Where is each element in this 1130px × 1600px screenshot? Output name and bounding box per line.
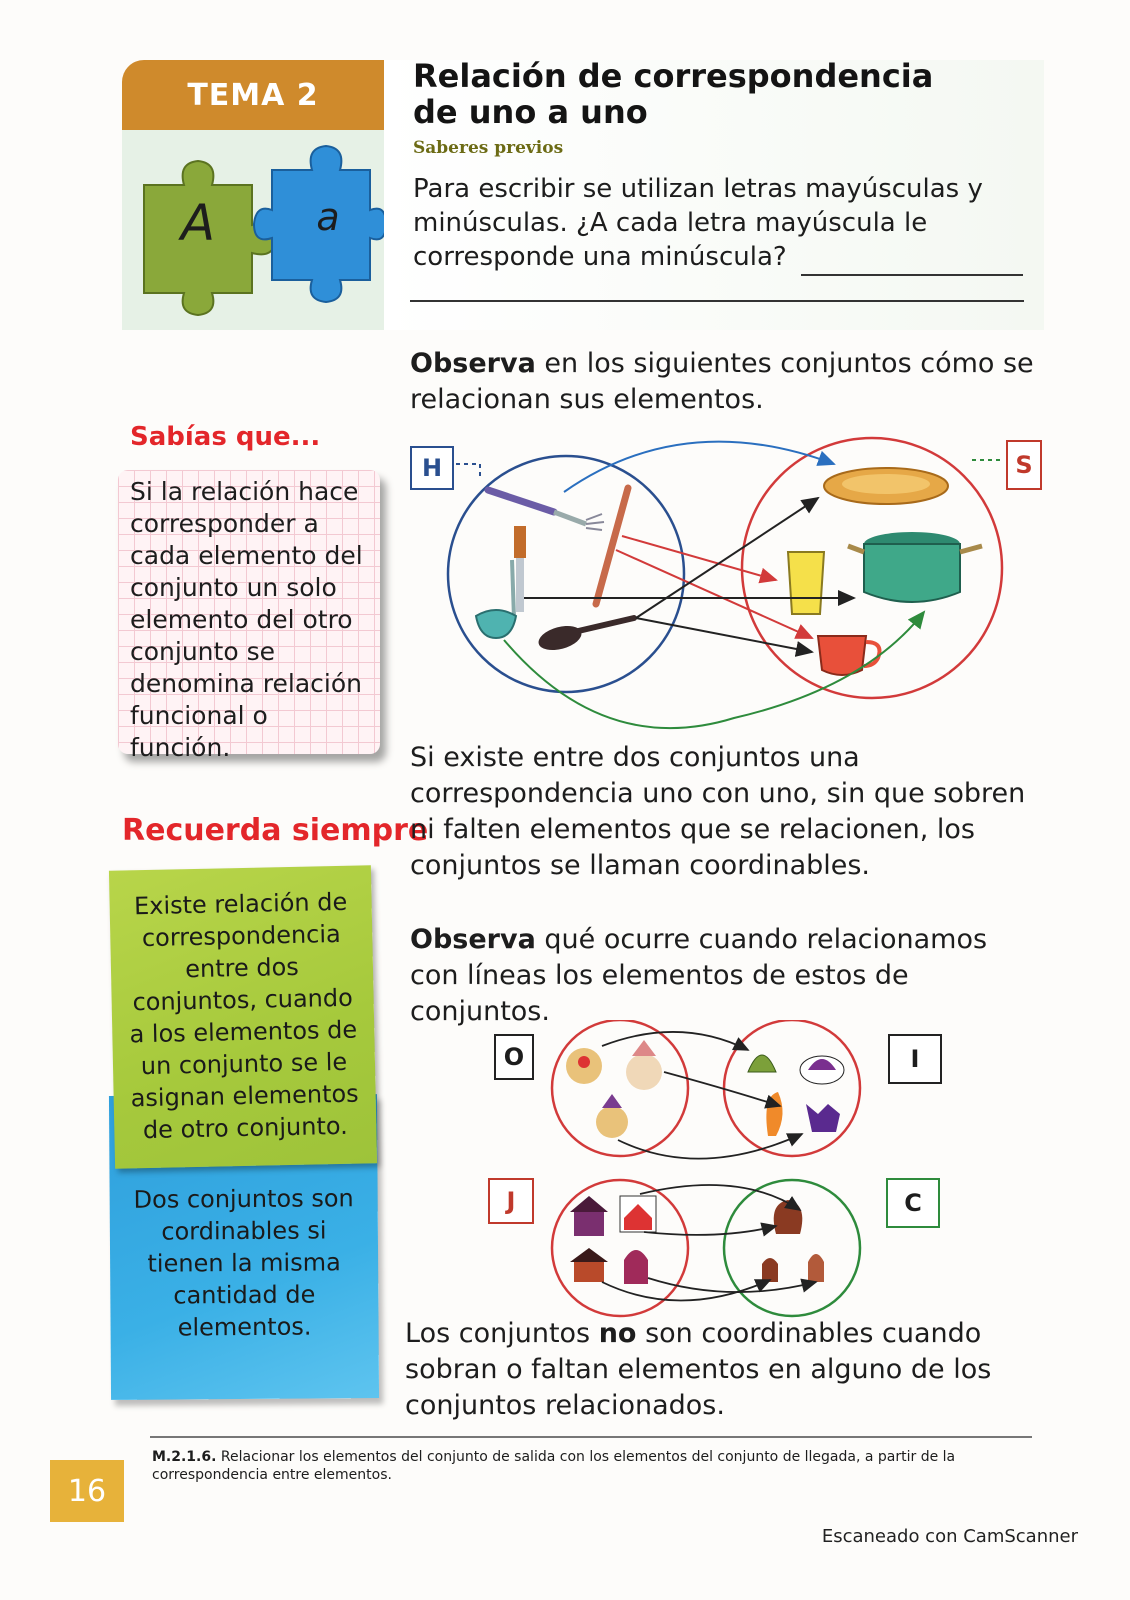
curriculum-standard: M.2.1.6. Relacionar los elementos del conjunto de salida con los elementos del conjunto de llegada, a partir de la correspondencia entre elementos. [152,1449,956,1483]
arrow-chopstick-glass [622,536,776,580]
hat-icon [806,1104,840,1132]
svg-text:A: A [180,194,216,252]
diagram-sets [540,1020,880,1320]
recuerda-siempre-title: Recuerda siempre [122,813,429,848]
sabias-que-text: Si la relación hace corresponder a cada elemento del conjunto un solo elemento del otro conjunto se denomina relación funcional o función. [130,477,363,762]
set-s-label: S [1006,440,1042,490]
answer-line-1[interactable] [801,240,1023,276]
set-h-label: H [410,446,454,490]
clown-icon [566,1048,602,1084]
footer-divider [150,1436,1032,1438]
page-title: Relación de correspondencia de uno a uno [413,57,934,131]
note-green-text: Existe relación de correspondencia entre dos conjuntos, cuando a los elementos de un conjunto se le asignan elementos de otro conjunto. [129,887,359,1145]
arrow-spoon-cup [636,618,812,652]
set-j-label: J [488,1178,534,1224]
tema-banner: TEMA 2 [122,60,384,130]
hat-icon [800,1056,844,1084]
note-blue-text: Dos conjuntos son cordinables si tienen la misma cantidad de elementos. [133,1184,354,1342]
set-c-circle [724,1180,860,1316]
set-i-circle [724,1020,860,1156]
door-icon [808,1254,824,1282]
cup-icon [818,636,880,675]
section-subtitle: Saberes previos [413,138,564,158]
arrow-fork-plate [564,442,834,492]
house-icon [570,1248,608,1282]
arrow-j-c-4 [644,1226,776,1235]
glass-icon [788,552,824,614]
pot-icon [848,532,982,602]
clown-icon [626,1040,662,1090]
coordinables-definition: Si existe entre dos conjuntos una correspondencia uno con uno, sin que sobren ni falten elementos que se relacionen, los conjuntos se llaman coordinables. [410,742,1026,881]
answer-line-2[interactable] [410,300,1024,302]
chopstick-icon [596,488,628,604]
house-icon [570,1196,608,1236]
svg-text:a: a [316,195,340,239]
set-i-label: I [888,1034,942,1084]
observa-1: Observa en los siguientes conjuntos cómo se relacionan sus elementos. [410,348,1034,415]
page-number: 16 [50,1460,124,1522]
fork-icon [488,490,604,530]
observa-2: Observa qué ocurre cuando relacionamos con líneas los elementos de estos de conjuntos. [410,924,988,1027]
note-green [109,865,377,1168]
house-icon [624,1250,648,1284]
set-o-label: O [494,1034,534,1080]
previous-knowledge-question: Para escribir se utilizan letras mayúsculas y minúsculas. ¿A cada letra mayúscula le corresponde una minúscula? [413,172,1033,276]
puzzle-piece-lower [254,146,384,302]
door-icon [762,1258,778,1282]
door-icon [774,1200,803,1234]
hat-icon [748,1055,776,1072]
knife-icon [514,526,526,612]
diagram-utensils [404,428,1044,738]
puzzle-illustration [122,130,384,330]
plate-icon [824,468,948,504]
hat-icon [766,1092,782,1136]
puzzle-panel [122,130,384,330]
scanner-watermark: Escaneado con CamScanner [821,1526,1078,1547]
clown-icon [596,1094,628,1138]
puzzle-piece-upper [144,161,276,315]
ladle-icon [476,560,516,638]
no-coordinables-text: Los conjuntos no son coordinables cuando sobran o faltan elementos en alguno de los conjuntos relacionados. [405,1318,992,1421]
house-icon [620,1196,656,1232]
arrow-o-i-2 [664,1072,780,1106]
sabias-que-title: Sabías que... [130,422,321,452]
spoon-icon [536,618,634,654]
set-c-label: C [886,1178,940,1228]
